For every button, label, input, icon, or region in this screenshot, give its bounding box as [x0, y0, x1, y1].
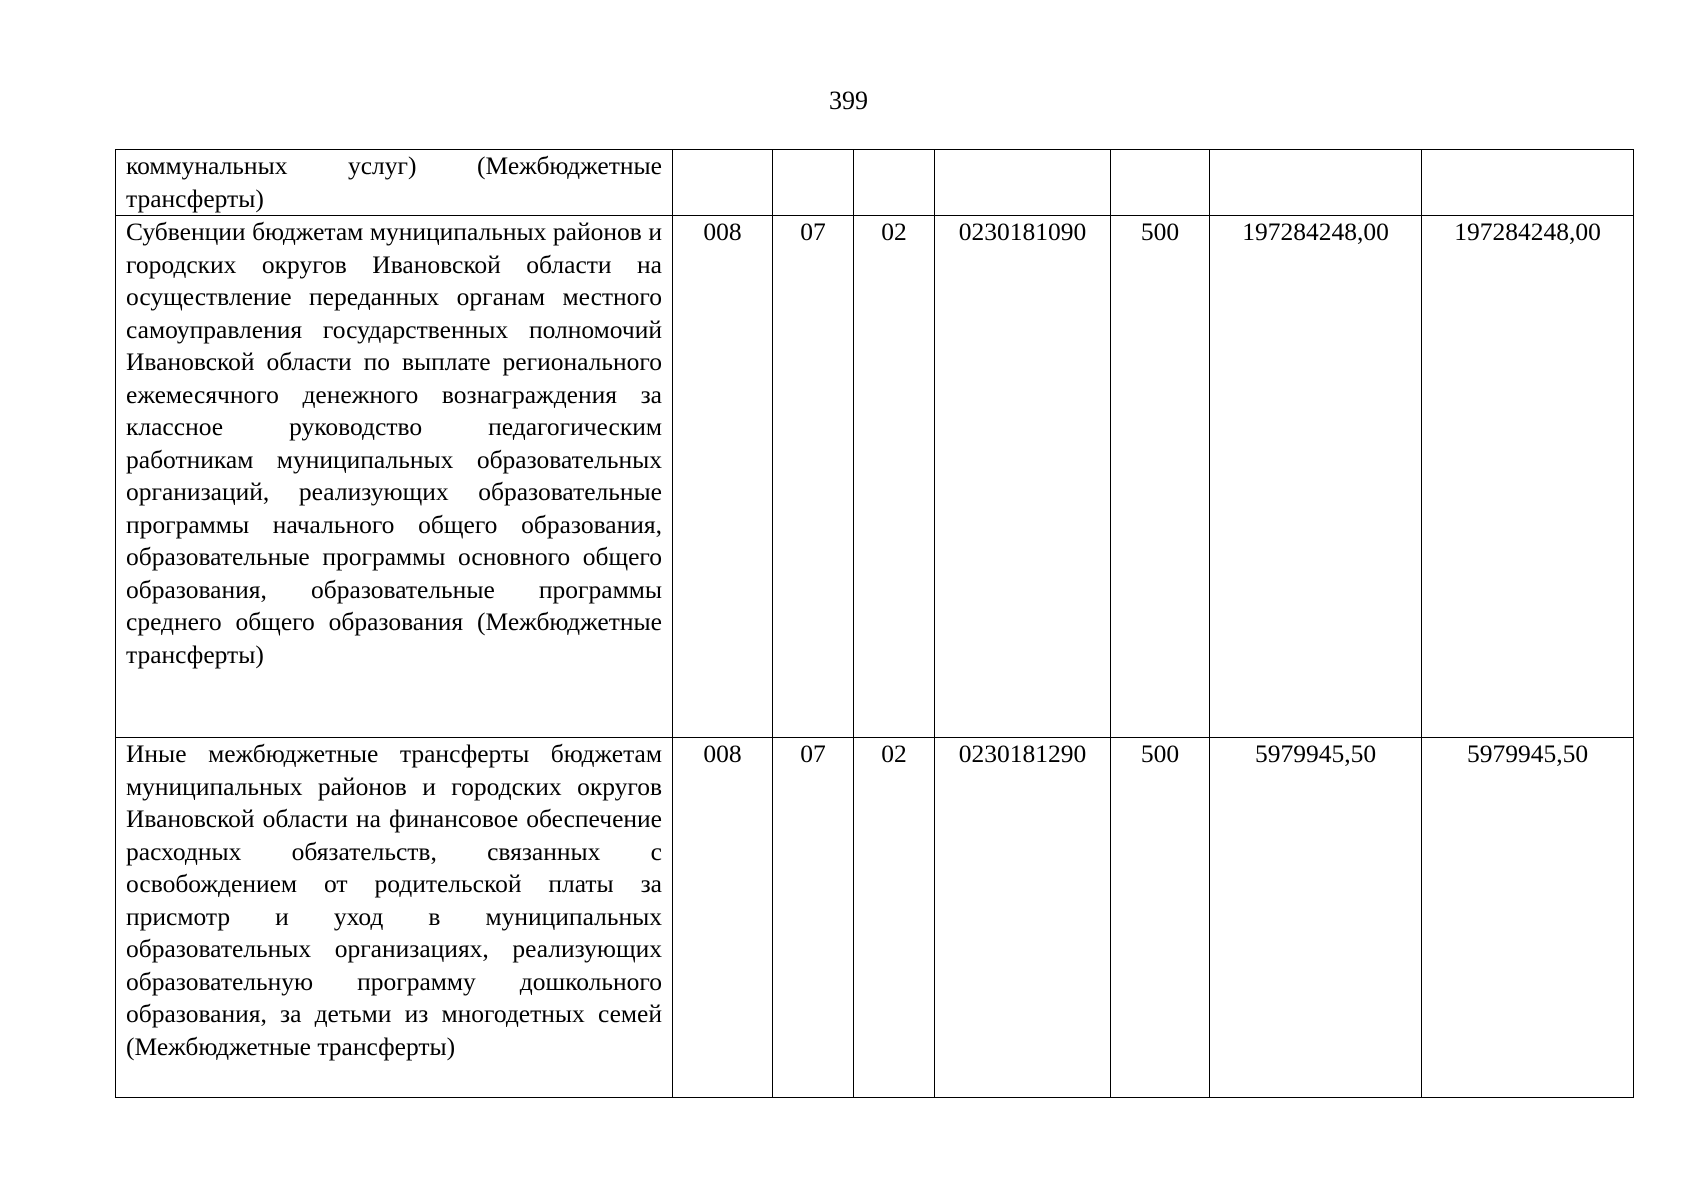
expense-type-code	[1111, 150, 1210, 216]
row-description: Иные межбюджетные трансферты бюджетам муниципальных районов и городских округов Ивановской области на финансовое обеспечение расходных обязательств, связанных с освобождением от родительской платы за присмотр и уход в муниципальных образовательных организациях, реализующих образовательную программу дошкольного образования, за детьми из многодетных семей (Межбюджетные трансферты)	[116, 738, 673, 1098]
ministry-code	[673, 150, 773, 216]
section-code: 07	[773, 216, 854, 738]
amount-year-2: 197284248,00	[1422, 216, 1634, 738]
expense-type-code: 500	[1111, 216, 1210, 738]
section-code	[773, 150, 854, 216]
subsection-code: 02	[854, 738, 935, 1098]
budget-table	[115, 149, 1634, 1098]
target-article-code	[935, 150, 1111, 216]
ministry-code: 008	[673, 216, 773, 738]
row-description: коммунальных услуг) (Межбюджетные трансферты)	[116, 150, 673, 216]
target-article-code: 0230181090	[935, 216, 1111, 738]
row-description: Субвенции бюджетам муниципальных районов и городских округов Ивановской области на осуществление переданных органам местного самоуправления государственных полномочий Ивановской области по выплате регионального ежемесячного денежного вознаграждения за классное руководство педагогическим работникам муниципальных образовательных организаций, реализующих образовательные программы начального общего образования, образовательные программы основного общего образования, образовательные программы среднего общего образования (Межбюджетные трансферты)	[116, 216, 673, 738]
page-number: 399	[829, 86, 868, 115]
table-row	[116, 216, 1634, 738]
ministry-code: 008	[673, 738, 773, 1098]
section-code: 07	[773, 738, 854, 1098]
amount-year-2	[1422, 150, 1634, 216]
amount-year-1: 197284248,00	[1210, 216, 1422, 738]
table-row	[116, 150, 1634, 216]
amount-year-2: 5979945,50	[1422, 738, 1634, 1098]
subsection-code: 02	[854, 216, 935, 738]
subsection-code	[854, 150, 935, 216]
amount-year-1	[1210, 150, 1422, 216]
amount-year-1: 5979945,50	[1210, 738, 1422, 1098]
expense-type-code: 500	[1111, 738, 1210, 1098]
table-row	[116, 738, 1634, 1098]
target-article-code: 0230181290	[935, 738, 1111, 1098]
